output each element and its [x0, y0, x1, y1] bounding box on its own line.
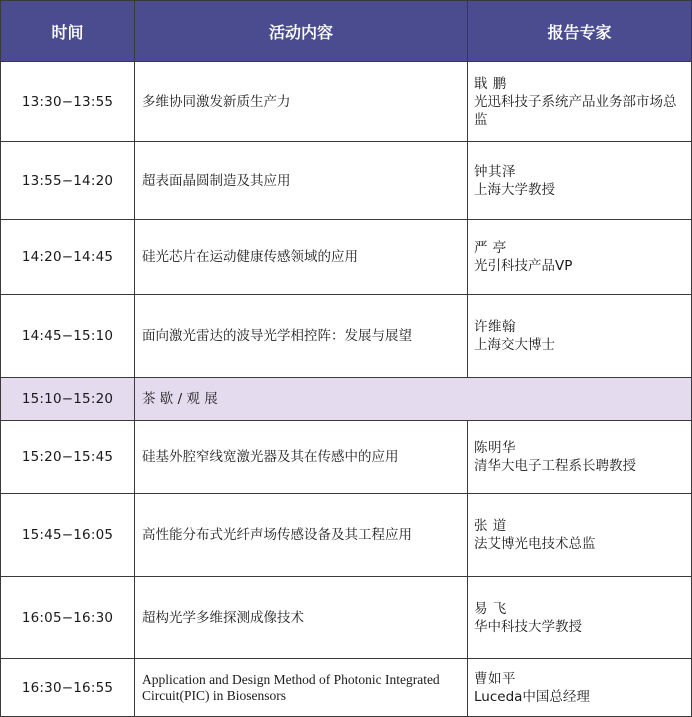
- header-time: 时间: [1, 1, 135, 62]
- break-label: 茶 歇 / 观 展: [135, 378, 692, 421]
- speaker-title: 光迅科技子系统产品业务部市场总监: [474, 93, 677, 128]
- time-cell: 15:10−15:20: [1, 378, 135, 421]
- topic-cell: Application and Design Method of Photonic Integrated Circuit(PIC) in Biosensors: [135, 659, 468, 717]
- time-cell: 14:45−15:10: [1, 295, 135, 378]
- speaker-name: 易 飞: [474, 600, 507, 617]
- time-cell: 13:30−13:55: [1, 62, 135, 142]
- table-row: [1, 295, 692, 378]
- speaker-name: 陈明华: [474, 440, 516, 456]
- speaker-title: 华中科技大学教授: [474, 618, 582, 635]
- speaker-cell: [468, 577, 692, 659]
- speaker-cell: [468, 494, 692, 577]
- speaker-name: 戢 鹏: [474, 75, 507, 92]
- speaker-title: 法艾博光电技术总监: [474, 536, 596, 552]
- time-cell: 15:45−16:05: [1, 494, 135, 577]
- speaker-cell: [468, 142, 692, 220]
- header-row: [1, 1, 692, 62]
- topic-cell: 面向激光雷达的波导光学相控阵：发展与展望: [135, 295, 468, 378]
- speaker-name: 曹如平: [474, 670, 516, 687]
- topic-cell: 超构光学多维探测成像技术: [135, 577, 468, 659]
- header-speaker: 报告专家: [468, 1, 692, 62]
- table-row: [1, 659, 692, 717]
- table-row: [1, 220, 692, 295]
- topic-cell: 多维协同激发新质生产力: [135, 62, 468, 142]
- table-row: [1, 494, 692, 577]
- speaker-title: 上海交大博士: [474, 337, 555, 353]
- header-topic: 活动内容: [135, 1, 468, 62]
- table-row: [1, 421, 692, 494]
- table-row: [1, 142, 692, 220]
- topic-cell: 高性能分布式光纤声场传感设备及其工程应用: [135, 494, 468, 577]
- speaker-cell: [468, 62, 692, 142]
- speaker-name: 钟其泽: [474, 163, 516, 180]
- speaker-title: Luceda中国总经理: [474, 688, 590, 705]
- table-row: [1, 62, 692, 142]
- speaker-title: 上海大学教授: [474, 181, 555, 198]
- time-cell: 16:05−16:30: [1, 577, 135, 659]
- break-row: [1, 378, 692, 421]
- topic-cell: 硅光芯片在运动健康传感领域的应用: [135, 220, 468, 295]
- speaker-name: 张 道: [474, 518, 507, 534]
- speaker-name: 许维翰: [474, 319, 516, 335]
- speaker-title: 光引科技产品VP: [474, 258, 573, 274]
- time-cell: 16:30−16:55: [1, 659, 135, 717]
- table-row: [1, 577, 692, 659]
- speaker-title: 清华大电子工程系长聘教授: [474, 458, 636, 474]
- topic-cell: 硅基外腔窄线宽激光器及其在传感中的应用: [135, 421, 468, 494]
- speaker-cell: [468, 220, 692, 295]
- speaker-cell: [468, 295, 692, 378]
- time-cell: 15:20−15:45: [1, 421, 135, 494]
- time-cell: 13:55−14:20: [1, 142, 135, 220]
- speaker-cell: [468, 421, 692, 494]
- speaker-cell: [468, 659, 692, 717]
- time-cell: 14:20−14:45: [1, 220, 135, 295]
- topic-cell: 超表面晶圆制造及其应用: [135, 142, 468, 220]
- speaker-name: 严 亭: [474, 240, 507, 256]
